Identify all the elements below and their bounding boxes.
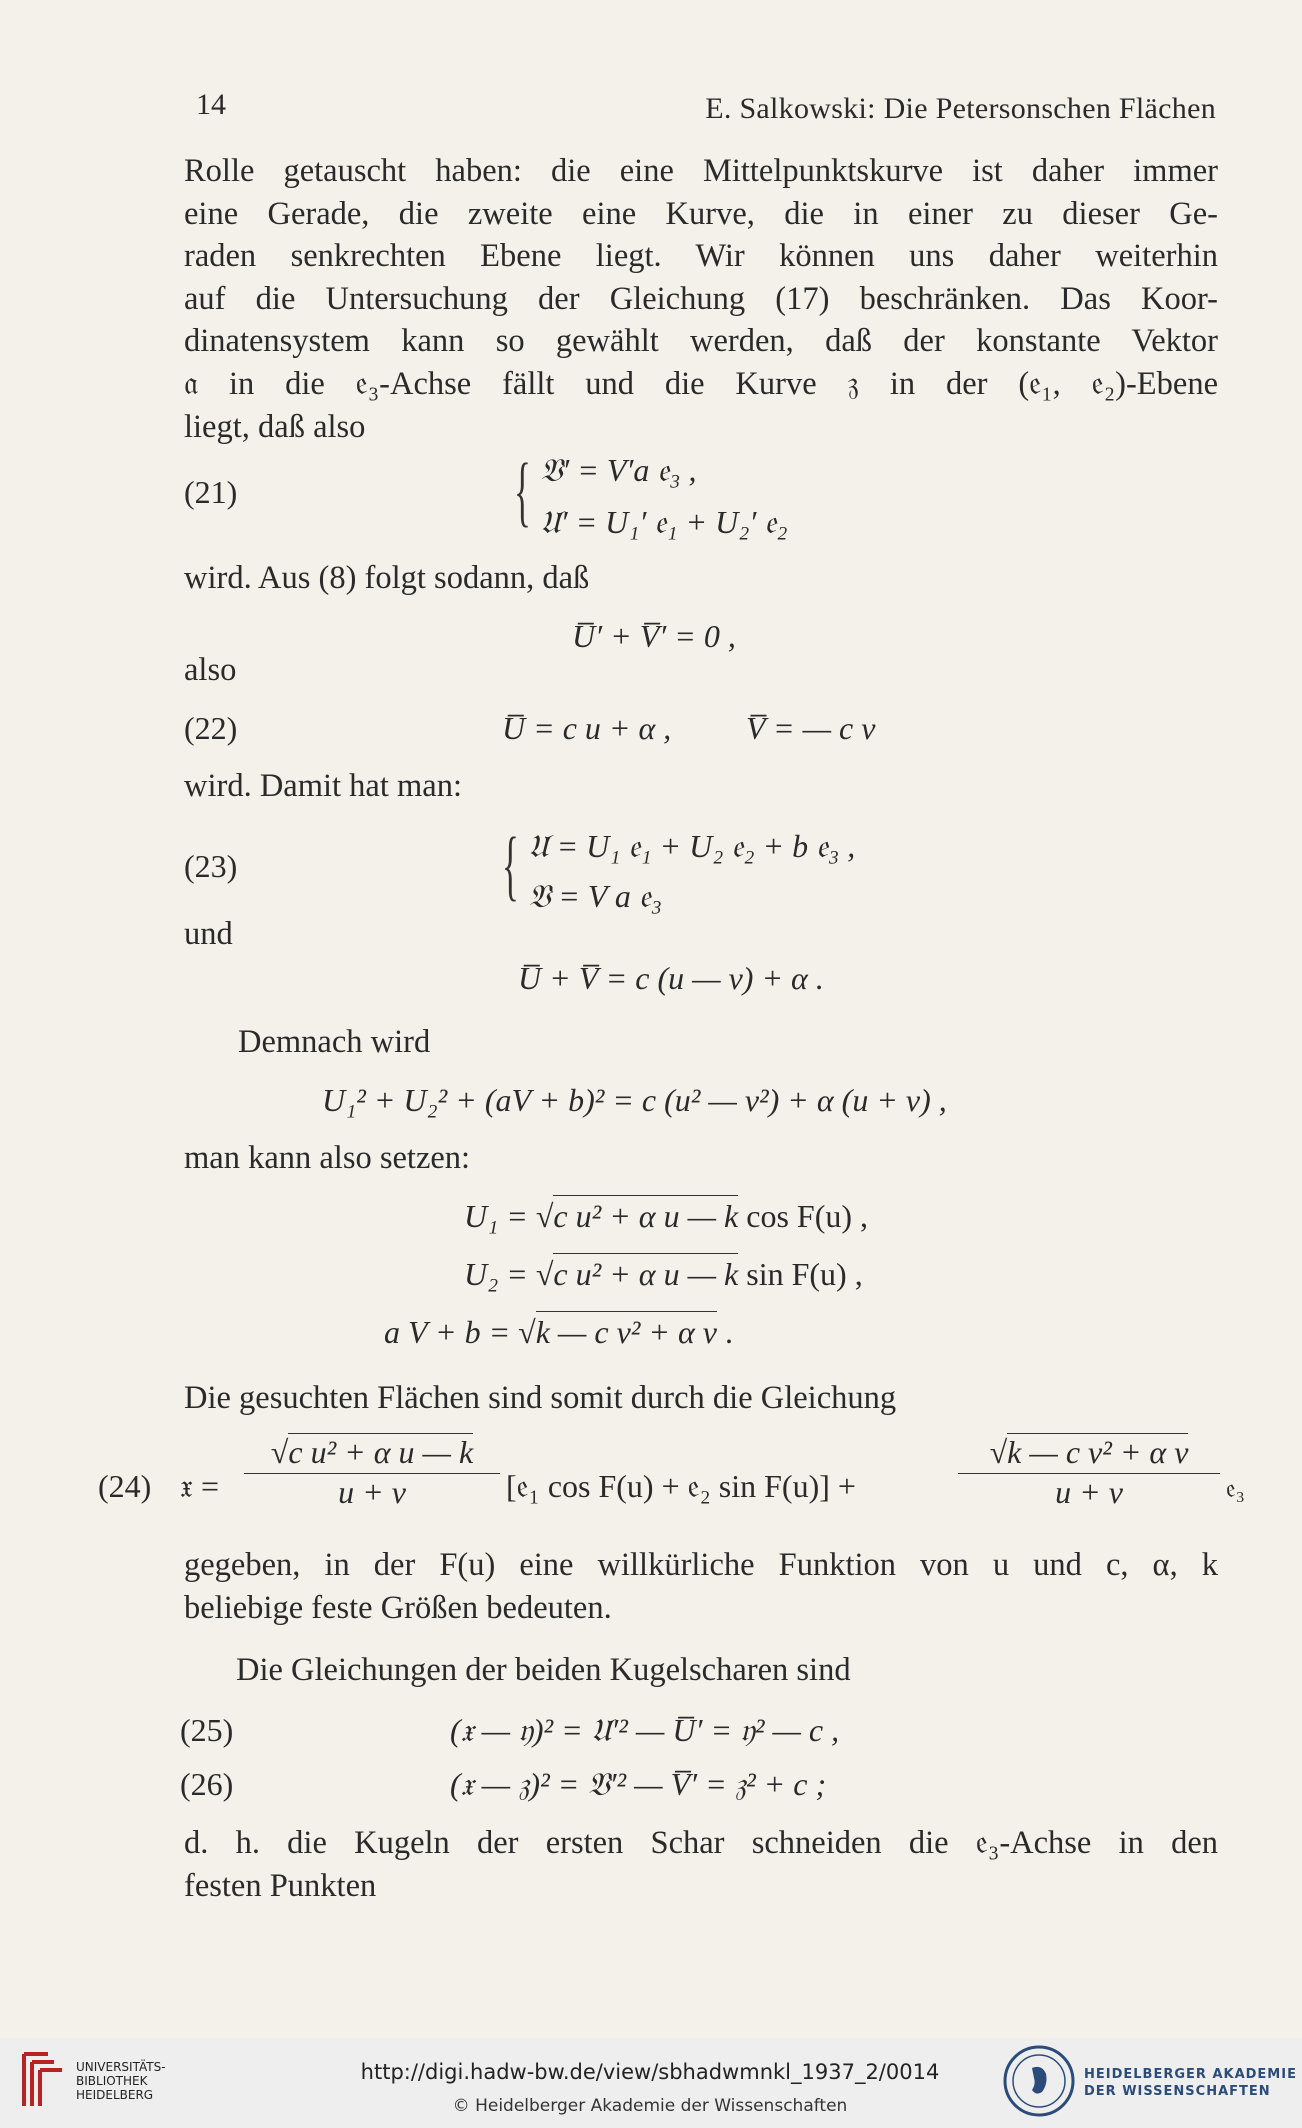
sqrt-icon: √: [270, 1434, 289, 1470]
radicand: c u² + α u — k: [553, 1195, 738, 1234]
text-und: und: [184, 916, 233, 952]
text-line: festen Punkten: [184, 1867, 377, 1904]
equation-u1-lhs: U₁ =: [464, 1198, 528, 1234]
text-demnach: Demnach wird: [238, 1024, 431, 1060]
text-line: liegt, daß also: [184, 408, 366, 445]
text-line: beliebige feste Größen bedeuten.: [184, 1589, 612, 1626]
text-line: 𝔞 in die 𝔢₃-Achse fällt und die Kurve 𝔷 in der (𝔢₁, 𝔢₂)-Ebene: [184, 365, 1218, 402]
equation-number-26: (26): [180, 1766, 234, 1802]
fraction-numerator: [958, 1434, 1220, 1471]
academy-logo: [1002, 2044, 1297, 2120]
equation-24-fraction-1: [244, 1434, 500, 1511]
equation-24-middle: [𝔢₁ cos F(u) + 𝔢₂ sin F(u)] +: [506, 1468, 856, 1504]
equation-number-25: (25): [180, 1712, 234, 1748]
academy-seal-icon: [1002, 2044, 1076, 2118]
equation-number-23: (23): [184, 848, 238, 884]
sqrt-icon: √: [535, 1198, 554, 1234]
text-also: also: [184, 652, 237, 688]
text-line: d. h. die Kugeln der ersten Schar schneiden die 𝔢₃-Achse in den: [184, 1825, 1218, 1861]
text-line: Rolle getauscht haben: die eine Mittelpunktskurve ist daher immer: [184, 153, 1218, 189]
equation-23-line-2: 𝔙 = V a 𝔢₃: [528, 878, 662, 914]
equation-24-fraction-2: [958, 1434, 1220, 1511]
fraction-denominator: u + v: [244, 1473, 500, 1511]
equation-squares: U₁² + U₂² + (aV + b)² = c (u² — v²) + α (u + v) ,: [322, 1082, 947, 1118]
equation-22-right: V̅ = — c v: [746, 710, 876, 746]
equation-25-body: (𝔵 — 𝔶)² = 𝔘′² — U̅′ = 𝔶² — c ,: [450, 1712, 840, 1748]
radicand: k — c v² + α v: [536, 1311, 717, 1350]
equation-av: [384, 1314, 733, 1351]
university-library-logo: [18, 2046, 188, 2116]
paragraph-3: [184, 1822, 1218, 1907]
equation-24-lhs: 𝔵 =: [180, 1468, 220, 1504]
text-die-gleichungen: Die Gleichungen der beiden Kugelscharen sind: [236, 1652, 851, 1688]
text-line: raden senkrechten Ebene liegt. Wir können uns daher weiterhin: [184, 238, 1218, 275]
equation-u1-rest: cos F(u) ,: [746, 1198, 868, 1234]
document-url[interactable]: http://digi.hadw-bw.de/view/sbhadwmnkl_1937_2/0014: [360, 2060, 940, 2084]
paragraph-1: [184, 150, 1218, 448]
brace: {: [514, 447, 531, 534]
radicand: k — c v² + α v: [1007, 1434, 1189, 1470]
library-logo-icon: [18, 2046, 70, 2112]
equation-number-24: (24): [98, 1468, 152, 1504]
equation-u1: [464, 1198, 868, 1235]
equation-u2-lhs: U₂ =: [464, 1256, 528, 1292]
equation-number-21: (21): [184, 474, 238, 510]
text-line: dinatensystem kann so gewählt werden, daß der konstante Vektor: [184, 323, 1218, 360]
equation-21-line-1: 𝔙′ = V′a 𝔢₃ ,: [540, 452, 697, 488]
copyright-notice: © Heidelberger Akademie der Wissenschaften: [452, 2096, 848, 2116]
sqrt-icon: √: [989, 1434, 1008, 1470]
text-line: gegeben, in der F(u) eine willkürliche Funktion von u und c, α, k: [184, 1547, 1218, 1583]
equation-sum: U̅′ + V̅′ = 0 ,: [572, 618, 736, 654]
library-logo-text: UNIVERSITÄTS- BIBLIOTHEK HEIDELBERG: [76, 2060, 166, 2102]
equation-23-line-1: 𝔘 = U₁ 𝔢₁ + U₂ 𝔢₂ + b 𝔢₃ ,: [528, 828, 856, 864]
text-die-gesuchten: Die gesuchten Flächen sind somit durch die Gleichung: [184, 1380, 897, 1416]
radicand: c u² + α u — k: [553, 1253, 738, 1292]
sqrt-icon: √: [518, 1314, 536, 1350]
paragraph-2: [184, 1544, 1218, 1629]
running-title: E. Salkowski: Die Petersonschen Flächen: [705, 92, 1216, 125]
equation-u2: [464, 1256, 863, 1293]
equation-26-body: (𝔵 — 𝔷)² = 𝔙′² — V̅′ = 𝔷² + c ;: [450, 1766, 827, 1802]
fraction-denominator: u + v: [958, 1473, 1220, 1511]
equation-21-line-2: 𝔘′ = U₁′ 𝔢₁ + U₂′ 𝔢₂: [540, 504, 788, 540]
equation-av-lhs: a V + b =: [384, 1314, 511, 1350]
page-number: 14: [196, 88, 226, 121]
equation-u2-rest: sin F(u) ,: [746, 1256, 863, 1292]
text-wird-aus: wird. Aus (8) folgt sodann, daß: [184, 560, 590, 596]
equation-24-tail: 𝔢₃: [1226, 1474, 1245, 1503]
equation-uv: U̅ + V̅ = c (u — v) + α .: [518, 960, 824, 996]
text-line: auf die Untersuchung der Gleichung (17) beschränken. Das Koor-: [184, 280, 1218, 317]
text-line: eine Gerade, die zweite eine Kurve, die in einer zu dieser Ge-: [184, 195, 1218, 232]
text-wird-damit: wird. Damit hat man:: [184, 768, 462, 804]
equation-number-22: (22): [184, 710, 238, 746]
brace: {: [502, 821, 519, 908]
equation-av-rest: .: [724, 1314, 733, 1350]
text-man-kann: man kann also setzen:: [184, 1140, 471, 1176]
radicand: c u² + α u — k: [288, 1434, 474, 1470]
fraction-numerator: [244, 1434, 500, 1471]
sqrt-icon: √: [535, 1256, 554, 1292]
equation-22-left: U̅ = c u + α ,: [502, 710, 672, 746]
academy-logo-text: HEIDELBERGER AKADEMIE DER WISSENSCHAFTEN: [1084, 2067, 1297, 2099]
